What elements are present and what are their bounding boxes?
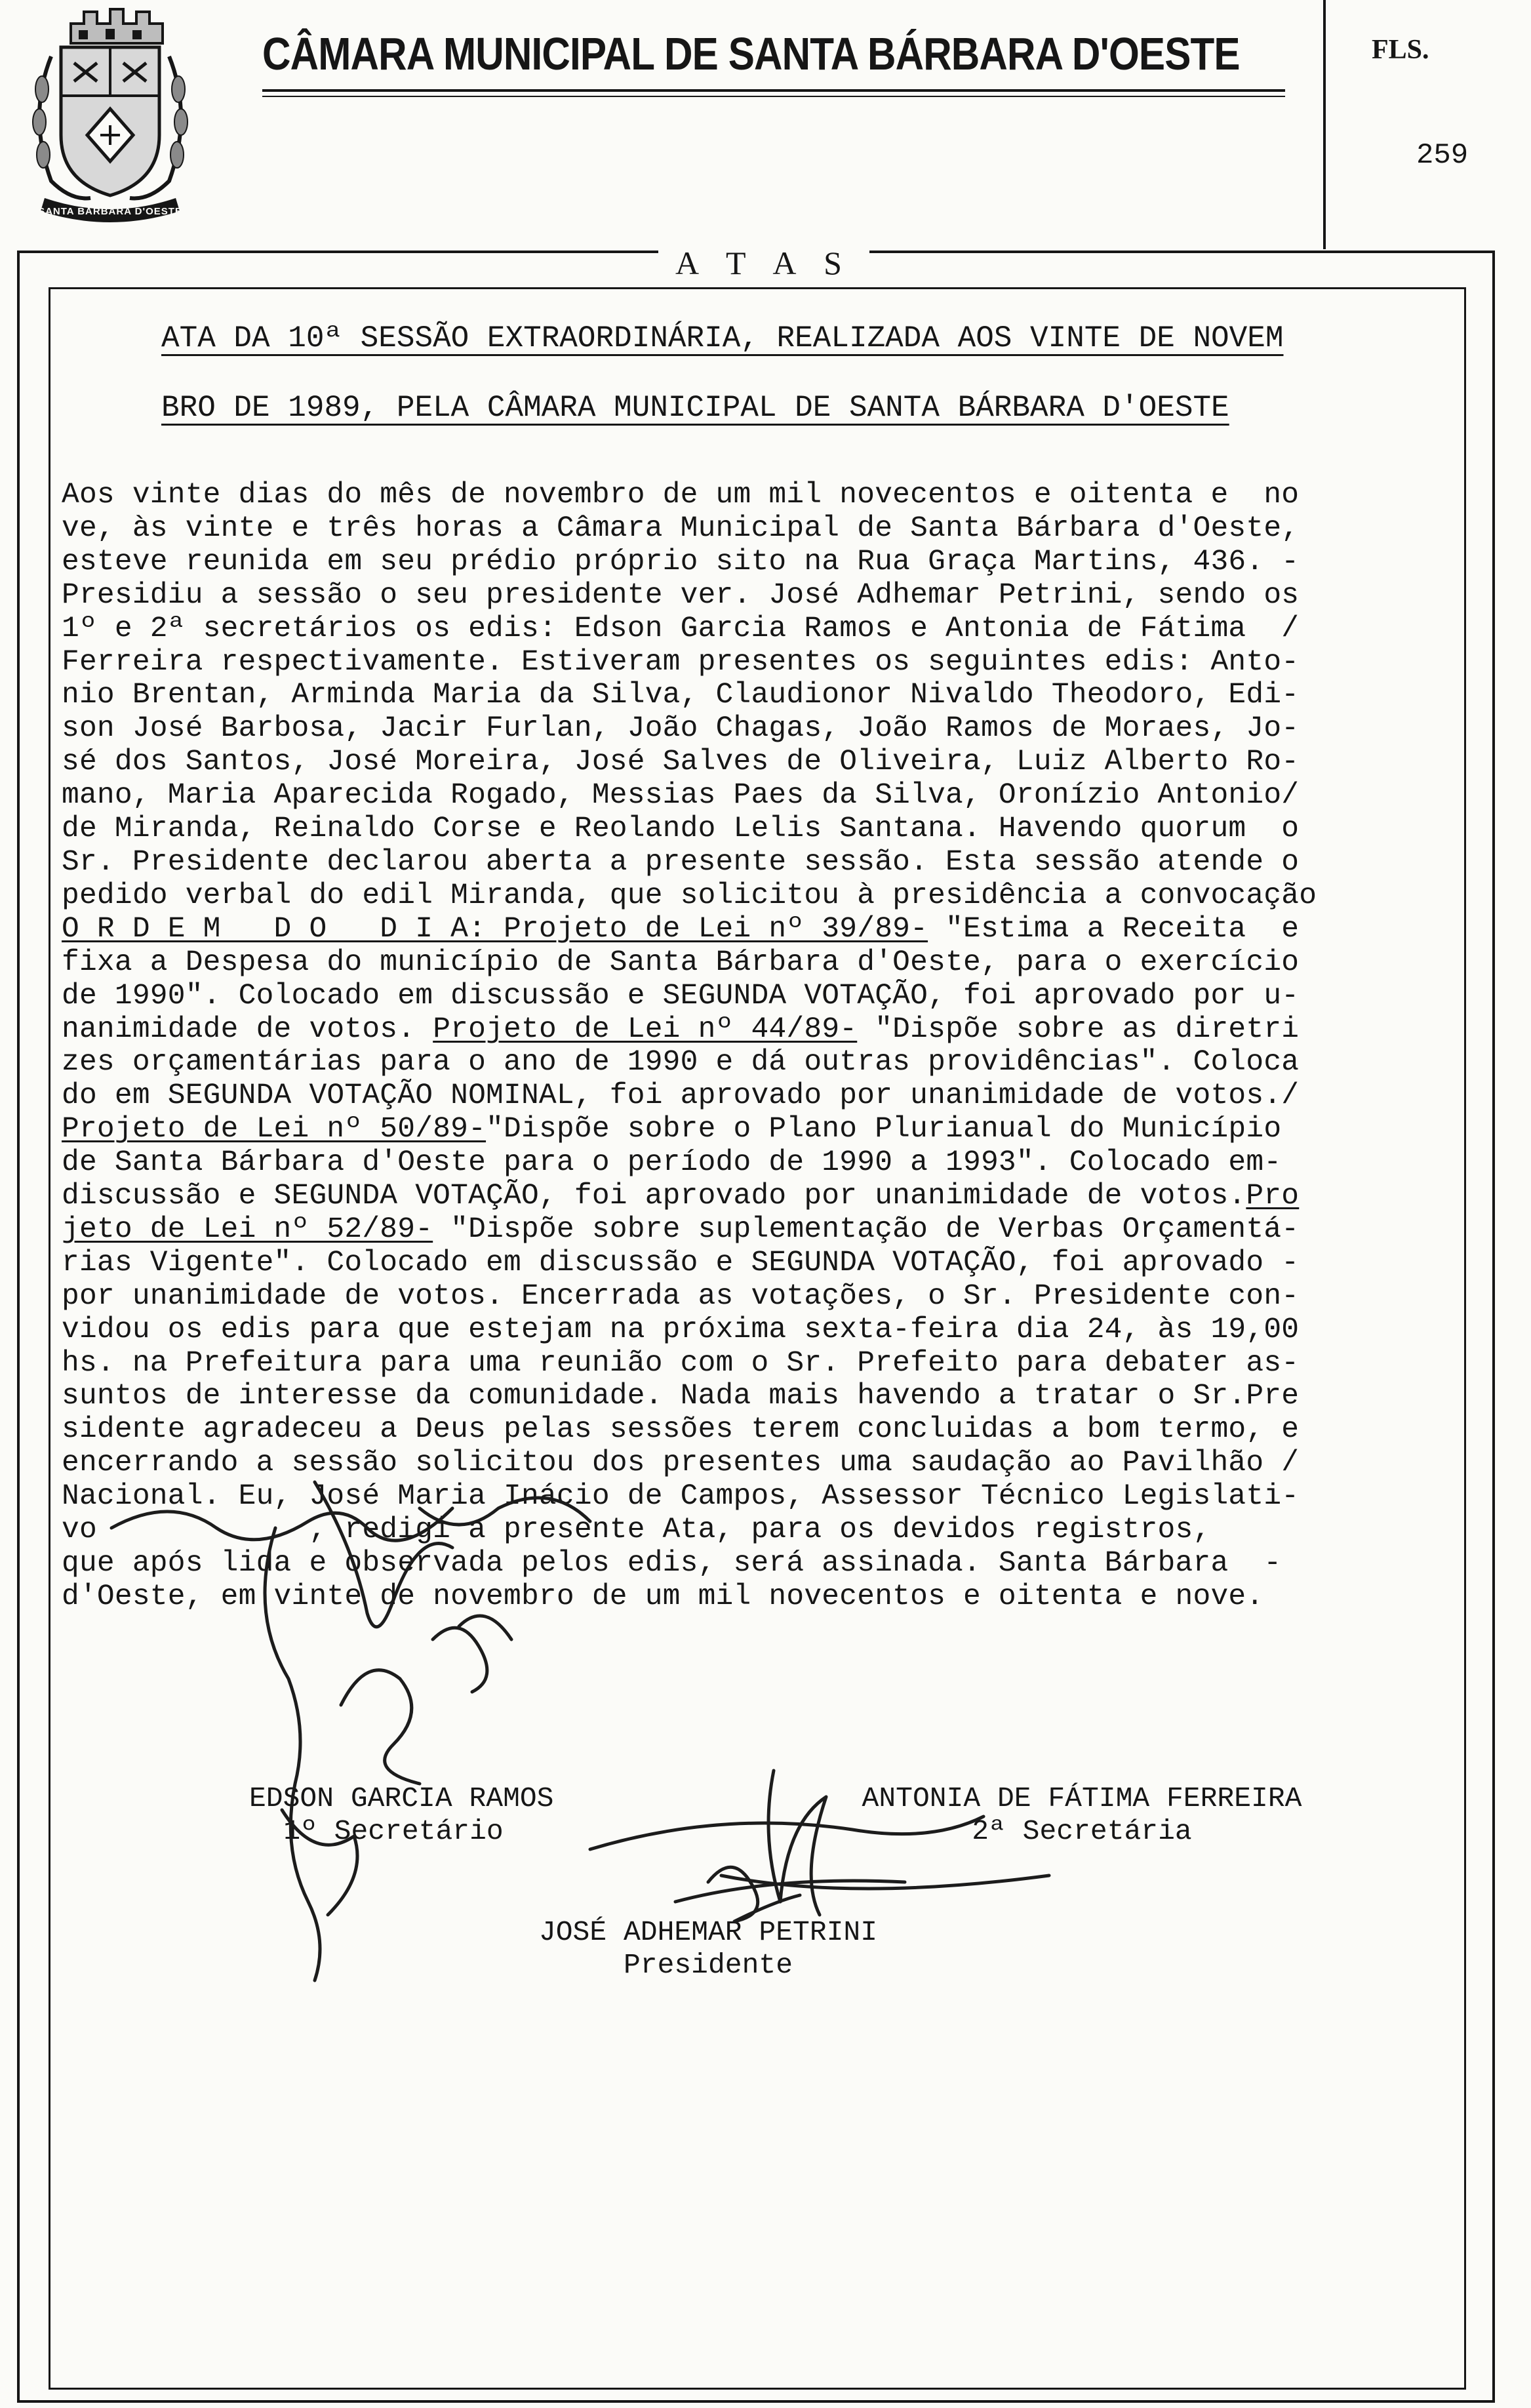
president-block	[525, 1916, 892, 1982]
crest-motto: SANTA BARBARA D'OESTE	[38, 206, 182, 217]
body-line: Nacional. Eu, José Maria Inácio de Campos, Assessor Técnico Legislati-	[62, 1480, 1300, 1514]
fls-label: FLS.	[1372, 35, 1429, 65]
second-secretary-name: ANTONIA DE FÁTIMA FERREIRA	[862, 1782, 1302, 1815]
body-line: discussão e SEGUNDA VOTAÇÃO, foi aprovado por unanimidade de votos.	[62, 1180, 1246, 1213]
section-title: A T A S	[658, 244, 869, 282]
minutes-heading-line-2: BRO DE 1989, PELA CÂMARA MUNICIPAL DE SANTA BÁRBARA D'OESTE	[161, 391, 1229, 425]
body-line: ve, às vinte e três horas a Câmara Municipal de Santa Bárbara d'Oeste,	[62, 512, 1300, 545]
body-line: nanimidade de votos.	[62, 1013, 433, 1046]
second-secretary-block	[833, 1782, 1331, 1848]
organization-title: CÂMARA MUNICIPAL DE SANTA BÁRBARA D'OESTE	[262, 28, 1240, 79]
body-line: por unanimidade de votos. Encerrada as votações, o Sr. Presidente con-	[62, 1279, 1300, 1313]
first-secretary-name: EDSON GARCIA RAMOS	[249, 1782, 554, 1815]
body-line: do em SEGUNDA VOTAÇÃO NOMINAL, foi aprovado por unanimidade de votos./	[62, 1079, 1300, 1113]
header-divider	[1323, 0, 1326, 249]
page-number: 259	[1416, 139, 1469, 172]
body-line: son José Barbosa, Jacir Furlan, João Chagas, João Ramos de Moraes, Jo-	[62, 712, 1300, 746]
order-of-day-label: O R D E M D O D I A: Projeto de Lei nº 39/89-	[62, 912, 928, 946]
body-line: de Santa Bárbara d'Oeste para o período de 1990 a 1993". Colocado em-	[62, 1146, 1282, 1180]
body-line: esteve reunida em seu prédio próprio sito na Rua Graça Martins, 436. -	[62, 545, 1300, 578]
title-underline	[262, 89, 1285, 92]
body-line: mano, Maria Aparecida Rogado, Messias Paes da Silva, Oronízio Antonio/	[62, 779, 1300, 813]
president-name: JOSÉ ADHEMAR PETRINI	[538, 1916, 878, 1948]
body-line: Presidiu a sessão o seu presidente ver. José Adhemar Petrini, sendo os	[62, 578, 1300, 612]
body-line: vidou os edis para que estejam na próxima sexta-feira dia 24, às 19,00	[62, 1313, 1300, 1346]
municipal-crest-logo	[25, 4, 195, 227]
body-line: de Miranda, Reinaldo Corse e Reolando Lelis Santana. Havendo quorum o	[62, 813, 1300, 846]
body-line: sidente agradeceu a Deus pelas sessões terem concluidas a bom termo, e	[62, 1413, 1300, 1447]
body-line: "Dispõe sobre suplementação de Verbas Orçamentá-	[433, 1213, 1300, 1246]
body-line: zes orçamentárias para o ano de 1990 e dá outras providências". Coloca	[62, 1046, 1300, 1079]
president-role: Presidente	[623, 1949, 793, 1981]
bill-52-label-start: Pro	[1246, 1180, 1300, 1213]
body-line: suntos de interesse da comunidade. Nada mais havendo a tratar o Sr.Pre	[62, 1380, 1300, 1413]
body-line: pedido verbal do edil Miranda, que solicitou à presidência a convocação	[62, 879, 1317, 912]
body-line: d'Oeste, em vinte de novembro de um mil novecentos e oitenta e nove.	[62, 1580, 1264, 1613]
body-line: encerrando a sessão solicitou dos presentes uma saudação ao Pavilhão /	[62, 1447, 1300, 1480]
body-line: vo , redigi a presente Ata, para os devidos registros,	[62, 1514, 1211, 1547]
body-line: Aos vinte dias do mês de novembro de um mil novecentos e oitenta e no	[62, 479, 1300, 512]
minutes-heading-line-1: ATA DA 10ª SESSÃO EXTRAORDINÁRIA, REALIZADA AOS VINTE DE NOVEM	[161, 321, 1284, 355]
body-line: nio Brentan, Arminda Maria da Silva, Claudionor Nivaldo Theodoro, Edi-	[62, 679, 1300, 712]
body-line: "Dispõe sobre as diretri	[857, 1013, 1300, 1046]
second-secretary-role: 2ª Secretária	[972, 1815, 1192, 1847]
body-line: 1º e 2ª secretários os edis: Edson Garcia Ramos e Antonia de Fátima /	[62, 612, 1300, 645]
body-line: "Dispõe sobre o Plano Plurianual do Município	[486, 1113, 1282, 1146]
body-line: Ferreira respectivamente. Estiveram presentes os seguintes edis: Anto-	[62, 645, 1300, 679]
bill-50-label: Projeto de Lei nº 50/89-	[62, 1113, 487, 1146]
first-secretary-block	[249, 1782, 554, 1848]
body-line: rias Vigente". Colocado em discussão e SEGUNDA VOTAÇÃO, foi aprovado -	[62, 1246, 1300, 1279]
minutes-body	[62, 479, 1465, 1614]
body-line: sé dos Santos, José Moreira, José Salves de Oliveira, Luiz Alberto Ro-	[62, 746, 1300, 779]
bill-52-label: jeto de Lei nº 52/89-	[62, 1213, 433, 1246]
title-underline-thin	[262, 96, 1285, 97]
bill-44-label: Projeto de Lei nº 44/89-	[433, 1013, 858, 1046]
first-secretary-role: 1º Secretário	[283, 1815, 504, 1847]
body-line: Sr. Presidente declarou aberta a presente sessão. Esta sessão atende o	[62, 845, 1300, 879]
body-line: "Estima a Receita e	[928, 912, 1300, 946]
body-line: que após lida e observada pelos edis, será assinada. Santa Bárbara -	[62, 1547, 1282, 1580]
body-line: fixa a Despesa do município de Santa Bárbara d'Oeste, para o exercício	[62, 946, 1300, 979]
body-line: de 1990". Colocado em discussão e SEGUNDA VOTAÇÃO, foi aprovado por u-	[62, 979, 1300, 1013]
body-line: hs. na Prefeitura para uma reunião com o Sr. Prefeito para debater as-	[62, 1346, 1300, 1380]
